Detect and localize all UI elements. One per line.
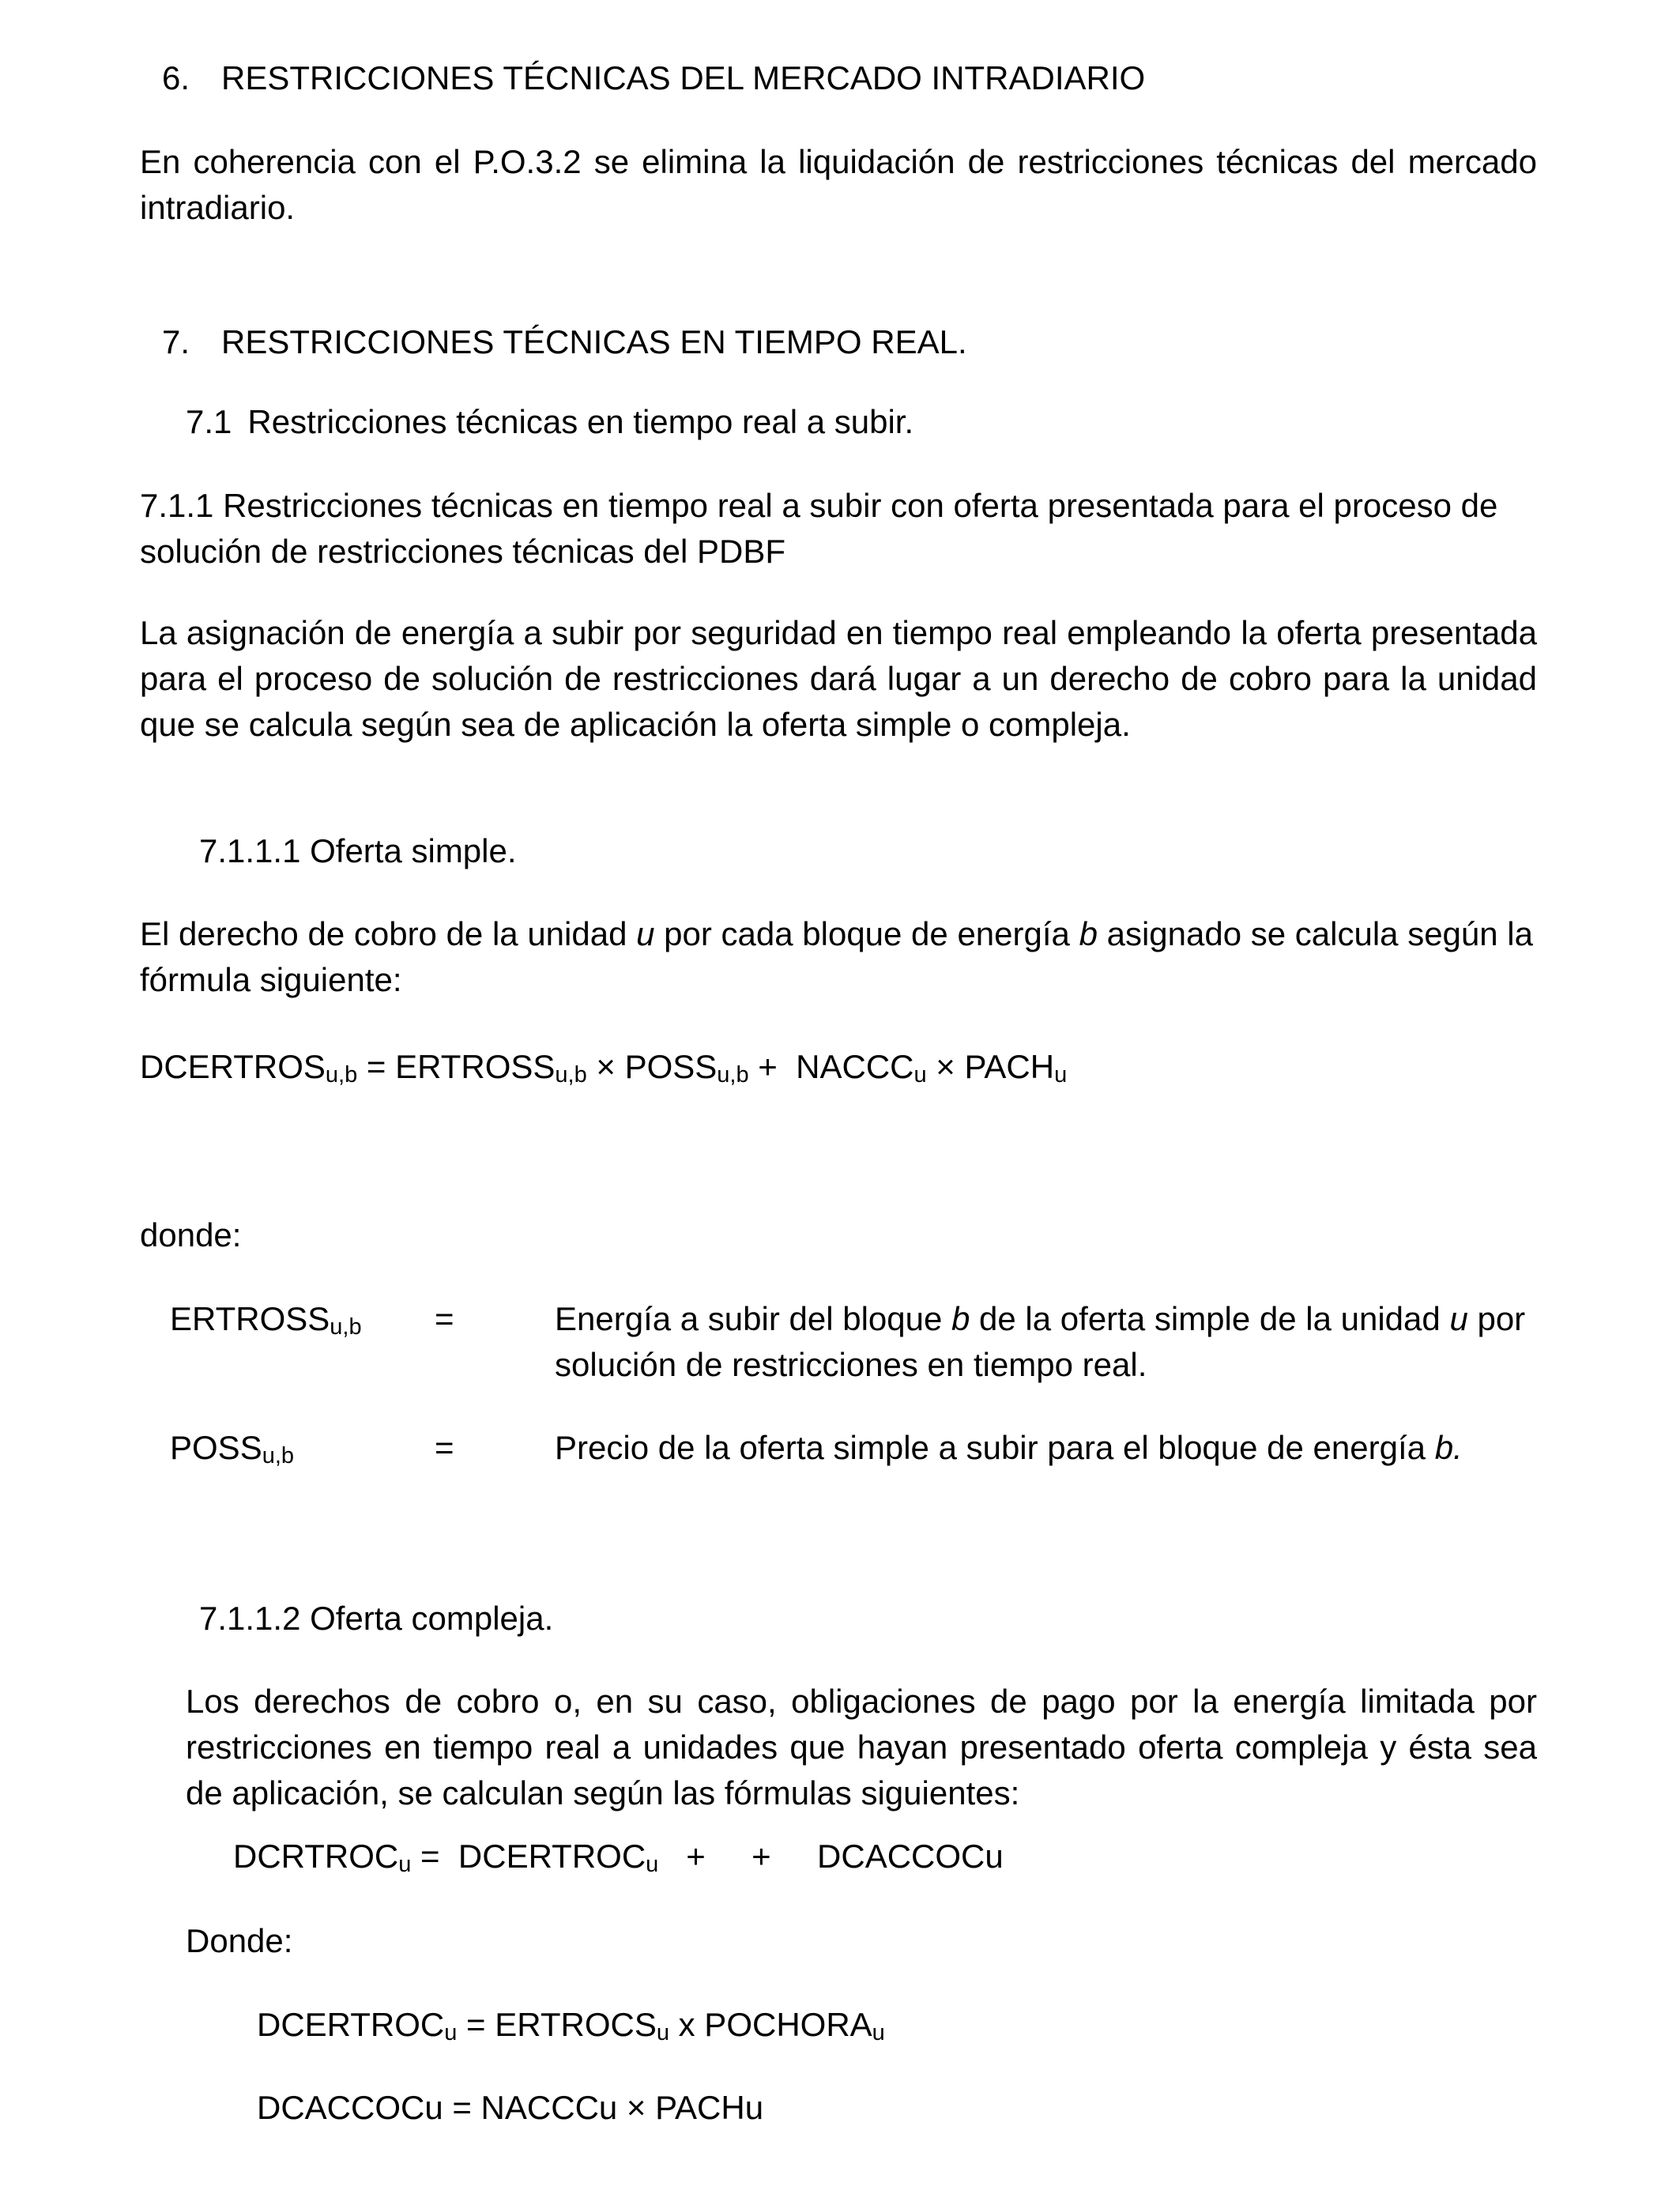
formula-subscript: u — [656, 2020, 669, 2045]
formula-term: = ERTROSS — [357, 1048, 556, 1085]
formula-dcrtroc — [233, 1834, 1004, 1879]
def-text: de la oferta simple de la unidad — [970, 1300, 1450, 1337]
formula-subscript: u,b — [325, 1062, 358, 1088]
var-u: u — [1449, 1300, 1468, 1337]
formula-term: + NACCC — [748, 1048, 914, 1085]
section-7-1-1-1-heading: 7.1.1.1 Oferta simple. — [199, 832, 517, 869]
formula-term: DCERTROC — [257, 2006, 445, 2043]
def-symbol-poss — [170, 1425, 294, 1471]
def-description-ertross — [555, 1296, 1539, 1388]
section-7-heading — [162, 319, 967, 365]
formula-subscript: u — [1054, 1062, 1068, 1088]
formula-term: x POCHORA — [669, 2006, 872, 2043]
section-7-number: 7. — [162, 323, 190, 360]
formula-subscript: u — [646, 1852, 659, 1877]
formula-term: × POSS — [586, 1048, 718, 1085]
def-symbol-ertross — [170, 1296, 362, 1342]
section-6-paragraph: En coherencia con el P.O.3.2 se elimina la liquidación de restricciones técnicas del mercado intradiario. — [140, 143, 1537, 226]
formula-subscript: u — [398, 1852, 412, 1877]
def-symbol-subscript: u,b — [330, 1314, 362, 1340]
formula-term: DCERTROS — [140, 1048, 326, 1085]
section-7-1-1-2-heading: 7.1.1.2 Oferta compleja. — [199, 1600, 554, 1637]
def-equals: = — [435, 1429, 454, 1466]
para-text: asignado se calcula según la fórmula siguiente: — [140, 915, 1533, 998]
section-7-1-number: 7.1 — [186, 403, 232, 440]
oferta-simple-paragraph — [140, 911, 1537, 1003]
formula-subscript: u — [444, 2020, 458, 2045]
var-b: b — [951, 1300, 970, 1337]
def-symbol-text: ERTROSS — [170, 1300, 330, 1337]
def-text: Energía a subir del bloque — [555, 1300, 952, 1337]
def-text: Precio de la oferta simple a subir para el bloque de energía — [555, 1429, 1435, 1466]
formula-subscript: u — [913, 1062, 927, 1088]
para-text: El derecho de cobro de la unidad — [140, 915, 637, 952]
oferta-compleja-paragraph: Los derechos de cobro o, en su caso, obligaciones de pago por la energía limitada por restricciones en tiempo real a unidades que hayan presentado oferta compleja y ésta sea de aplicación, se calculan según las fórmulas siguientes: — [186, 1683, 1537, 1811]
formula-subscript: u — [872, 2020, 885, 2045]
formula-term: = DCERTROC — [411, 1838, 646, 1875]
formula-subscript: u,b — [555, 1062, 587, 1088]
var-u: u — [636, 915, 655, 952]
formula-subscript: u,b — [717, 1062, 749, 1088]
section-7-title: RESTRICCIONES TÉCNICAS EN TIEMPO REAL. — [221, 323, 967, 360]
section-6-title: RESTRICCIONES TÉCNICAS DEL MERCADO INTRADIARIO — [221, 59, 1146, 96]
formula-term: = ERTROCS — [457, 2006, 657, 2043]
section-7-1-1-heading: 7.1.1 Restricciones técnicas en tiempo real a subir con oferta presentada para el proceso de solución de restricciones técnicas del PDBF — [140, 487, 1498, 570]
formula-term: + + DCACCOCu — [658, 1838, 1004, 1875]
section-6-heading — [162, 55, 1145, 101]
section-7-1-title: Restricciones técnicas en tiempo real a subir. — [247, 403, 914, 440]
para-text: por cada bloque de energía — [654, 915, 1079, 952]
def-description-poss — [555, 1425, 1582, 1471]
section-6-number: 6. — [162, 59, 190, 96]
var-b: b. — [1434, 1429, 1463, 1466]
donde-label: donde: — [140, 1216, 242, 1253]
formula-dcertroc — [257, 2002, 885, 2048]
formula-term: × PACH — [926, 1048, 1055, 1085]
def-equals: = — [435, 1300, 454, 1337]
section-7-1-heading — [186, 399, 913, 445]
var-b: b — [1079, 915, 1098, 952]
formula-dcaccocu: DCACCOCu = NACCCu × PACHu — [257, 2089, 764, 2126]
donde-label-2: Donde: — [186, 1922, 293, 1959]
formula-dcertros — [140, 1044, 1067, 1090]
section-7-1-1-paragraph: La asignación de energía a subir por seguridad en tiempo real empleando la oferta presentada para el proceso de solución de restricciones dará lugar a un derecho de cobro para la unidad que se calcula según sea de aplicación la oferta simple o compleja. — [140, 614, 1537, 743]
formula-term: DCRTROC — [233, 1838, 399, 1875]
def-text: por solución de restricciones en tiempo real. — [555, 1300, 1526, 1383]
def-symbol-subscript: u,b — [262, 1443, 295, 1468]
def-symbol-text: POSS — [170, 1429, 262, 1466]
